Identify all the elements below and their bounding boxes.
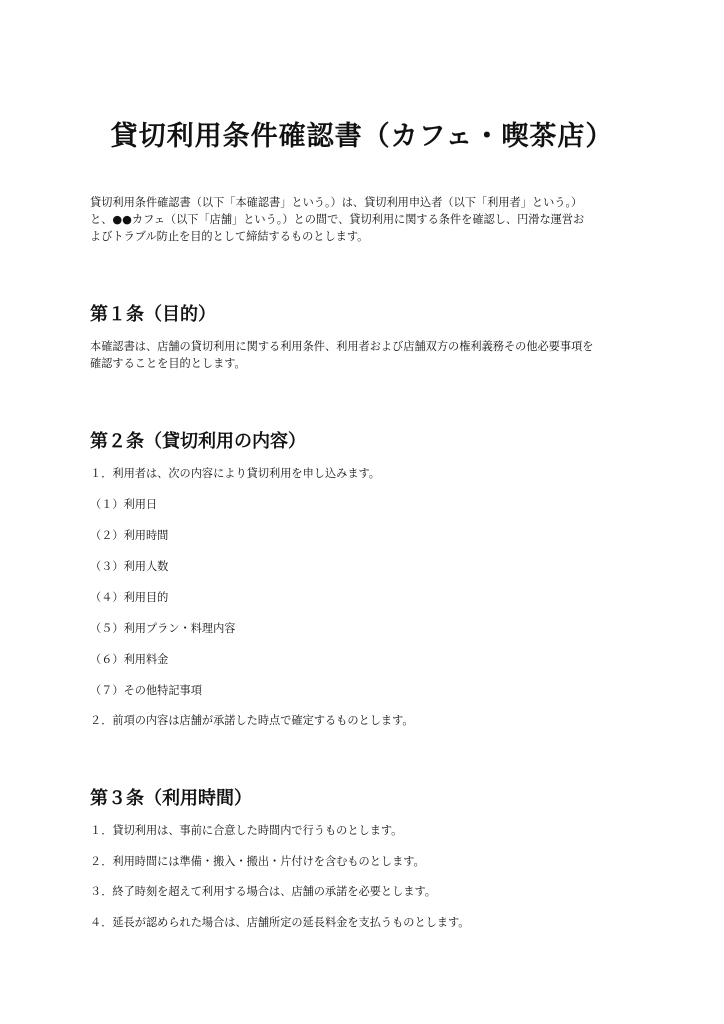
article-3-item: ３．終了時刻を超えて利用する場合は、店舗の承諾を必要とします。 xyxy=(90,885,436,898)
article-2-item: （７）その他特記事項 xyxy=(90,684,202,697)
article-3-heading: 第３条（利用時間） xyxy=(90,788,252,809)
article-2-item: （２）利用時間 xyxy=(90,529,169,542)
article-2-item: （４）利用目的 xyxy=(90,591,169,604)
article-2-item: （３）利用人数 xyxy=(90,560,169,573)
article-3-item: ４．延長が認められた場合は、店舗所定の延長料金を支払うものとします。 xyxy=(90,916,470,929)
article-1-body xyxy=(90,338,650,372)
intro-paragraph xyxy=(90,194,640,245)
article-1-line: 確認することを目的とします。 xyxy=(90,357,246,370)
intro-line: と、●●カフェ（以下「店舗」という。）との間で、貸切利用に関する条件を確認し、円滑な運営お xyxy=(90,213,585,226)
article-1-line: 本確認書は、店舗の貸切利用に関する利用条件、利用者および店舗双方の権利義務その他必要事項を xyxy=(90,340,594,353)
article-2-item: （５）利用プラン・料理内容 xyxy=(90,622,236,635)
article-2-heading: 第２条（貸切利用の内容） xyxy=(90,431,306,452)
article-3-item: ２．利用時間には準備・搬入・搬出・片付けを含むものとします。 xyxy=(90,855,425,868)
article-2-item: （１）利用日 xyxy=(90,498,158,511)
article-2-item: ２．前項の内容は店舗が承諾した時点で確定するものとします。 xyxy=(90,714,414,727)
intro-line: 貸切利用条件確認書（以下「本確認書」という。）は、貸切利用申込者（以下「利用者」という。） xyxy=(90,196,583,209)
article-2-item: １．利用者は、次の内容により貸切利用を申し込みます。 xyxy=(90,467,380,480)
document-title: 貸切利用条件確認書（カフェ・喫茶店） xyxy=(110,121,614,152)
article-2-item: （６）利用料金 xyxy=(90,653,169,666)
article-3-item: １．貸切利用は、事前に合意した時間内で行うものとします。 xyxy=(90,824,403,837)
article-1-heading: 第１条（目的） xyxy=(90,304,216,325)
intro-line: よびトラブル防止を目的として締結するものとします。 xyxy=(90,230,369,243)
